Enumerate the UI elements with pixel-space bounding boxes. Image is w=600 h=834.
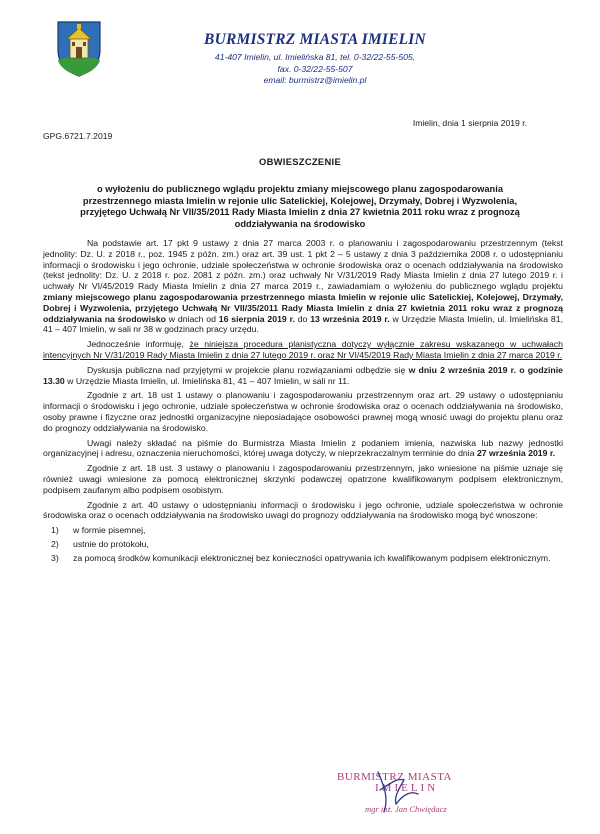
- paragraph-forecast-remarks: Zgodnie z art. 40 ustawy o udostępnianiu informacji o środowisku i jego ochronie, udziale społeczeństwa w ochronie środowiska oraz o ocenach oddziaływania na środowisko uwagi do prognozy oddziaływania na środowisko mogą być wnoszone:: [43, 499, 563, 521]
- letterhead-title: BURMISTRZ MIASTA IMIELIN: [204, 31, 426, 48]
- handwritten-signature-icon: [358, 760, 448, 820]
- paragraph-notice: Na podstawie art. 17 pkt 9 ustawy z dnia 27 marca 2003 r. o planowaniu i zagospodarowaniu przestrzennym (tekst jednolity: Dz. U. z 2018 r., poz. 1945 z późn. zm.) oraz art. 39 ust. 1 pkt 2 – 5 ustawy z dnia 3 października 2008 r. o udostępnianiu informacji o środowisku i jego ochronie, udziale społeczeństwa w ochronie środowiska oraz o ocenach oddziaływania na środowisko (tekst jednolity: Dz. U. z 2018 r. poz. 2081 z późn. zm.) oraz uchwały Nr V/31/2019 Rady Miasta Imielin z dnia 27 lutego 2019 r. i uchwały Nr VI/45/2019 Rady Miasta Imielin z dnia 27 marca 2019 r., zawiadamiam o wyłożeniu do publicznego wglądu projektu zmiany miejscowego planu zagospodarowania przestrzennego miasta Imielin w rejonie ulic Satelickiej, Kolejowej, Drzymały, Dobrej i Wyzwolenia, przyjętego Uchwałą Nr VII/35/2011 Rady Miasta Imielin z dnia 27 kwietnia 2011 roku wraz z prognozą oddziaływania na środowisko w dniach od 16 sierpnia 2019 r. do 13 września 2019 r. w Urzędzie Miasta Imielin, ul. Imielińska 81, 41 – 407 Imielin, w sali nr 38 w godzinach pracy urzędu.: [43, 238, 563, 335]
- paragraph-electronic: Zgodnie z art. 18 ust. 3 ustawy o planowaniu i zagospodarowaniu przestrzennym, jako wniesione na piśmie uznaje się również uwagi wniesione za pomocą elektronicznej skrzynki podawczej opatrzone kwalifikowanym podpisem elektronicznym, podpisem zaufanym albo podpisem osobistym.: [43, 463, 563, 495]
- paragraph-remarks-form: Uwagi należy składać na piśmie do Burmistrza Miasta Imielin z podaniem imienia, nazwiska lub nazwy jednostki organizacyjnej i adresu, oznaczenia nieruchomości, której uwaga dotyczy, w nieprzekraczalnym terminie do dnia 27 września 2019 r.: [43, 437, 563, 459]
- letterhead-address: 41-407 Imielin, ul. Imielińska 81, tel. 0-32/22-55-505,: [214, 52, 416, 62]
- document-date: Imielin, dnia 1 sierpnia 2019 r.: [412, 118, 527, 128]
- paragraph-scope: Jednocześnie informuję, że niniejsza procedura planistyczna dotyczy wyłącznie zakresu wskazanego w uchwałach intencyjnych Nr V/31/2019 Rady Miasta Imielin z dnia 27 lutego 2019 r. oraz Nr VI/45/2019 Rady Miasta Imielin z dnia 27 marca 2019 r.: [43, 339, 563, 360]
- letterhead-email: email: burmistrz@imielin.pl: [263, 75, 367, 85]
- letterhead: [170, 31, 460, 87]
- list-item: 3) za pomocą środków komunikacji elektronicznej bez konieczności opatrywania ich kwalifikowanym podpisem elektronicznym.: [51, 552, 551, 563]
- stamp-line-1: BURMISTRZ MIASTA: [337, 771, 452, 783]
- list-item: 2) ustnie do protokołu,: [51, 538, 149, 549]
- city-crest-icon: [56, 20, 102, 78]
- stamp-line-2: IMIELIN: [375, 782, 439, 794]
- submission-methods-list: [43, 525, 563, 563]
- list-item: 1) w formie pisemnej,: [51, 525, 146, 536]
- document-body: [43, 238, 563, 567]
- stamp-signatory: mgr inż. Jan Chwiędacz: [365, 804, 447, 814]
- document-subtitle: o wyłożeniu do publicznego wglądu projektu zmiany miejscowego planu zagospodarowania przestrzennego miasta Imielin w rejonie ulic Satelickiej, Kolejowej, Drzymały, Dobrej i Wyzwolenia, przyjętego Uchwałą Nr VII/35/2011 Rady Miasta Imielin z dnia 27 kwietnia 2011 roku wraz z prognozą oddziaływania na środowisko: [80, 184, 520, 229]
- document-title: OBWIESZCZENIE: [258, 156, 342, 167]
- letterhead-fax: fax. 0-32/22-55-507: [277, 63, 353, 74]
- paragraph-remarks-right: Zgodnie z art. 18 ust 1 ustawy o planowaniu i zagospodarowaniu przestrzennym oraz art. 29 ustawy o udostępnianiu informacji o środowisku i jego ochronie, udziale społeczeństwa w ochronie środowiska oraz o ocenach oddziaływania na środowisko, osoby prawne i fizyczne oraz jednostki organizacyjne nieposiadające osobowości prawnej mogą wnosić uwagi do projektu planu oraz do prognozy oddziaływania na środowisko.: [43, 390, 563, 433]
- paragraph-discussion: Dyskusja publiczna nad przyjętymi w projekcie planu rozwiązaniami odbędzie się w dniu 2 września 2019 r. o godzinie 13.30 w Urzędzie Miasta Imielin, ul. Imielińska 81, 41 – 407 Imielin, w sali nr 11.: [43, 364, 563, 386]
- reference-number: GPG.6721.7.2019: [43, 131, 113, 141]
